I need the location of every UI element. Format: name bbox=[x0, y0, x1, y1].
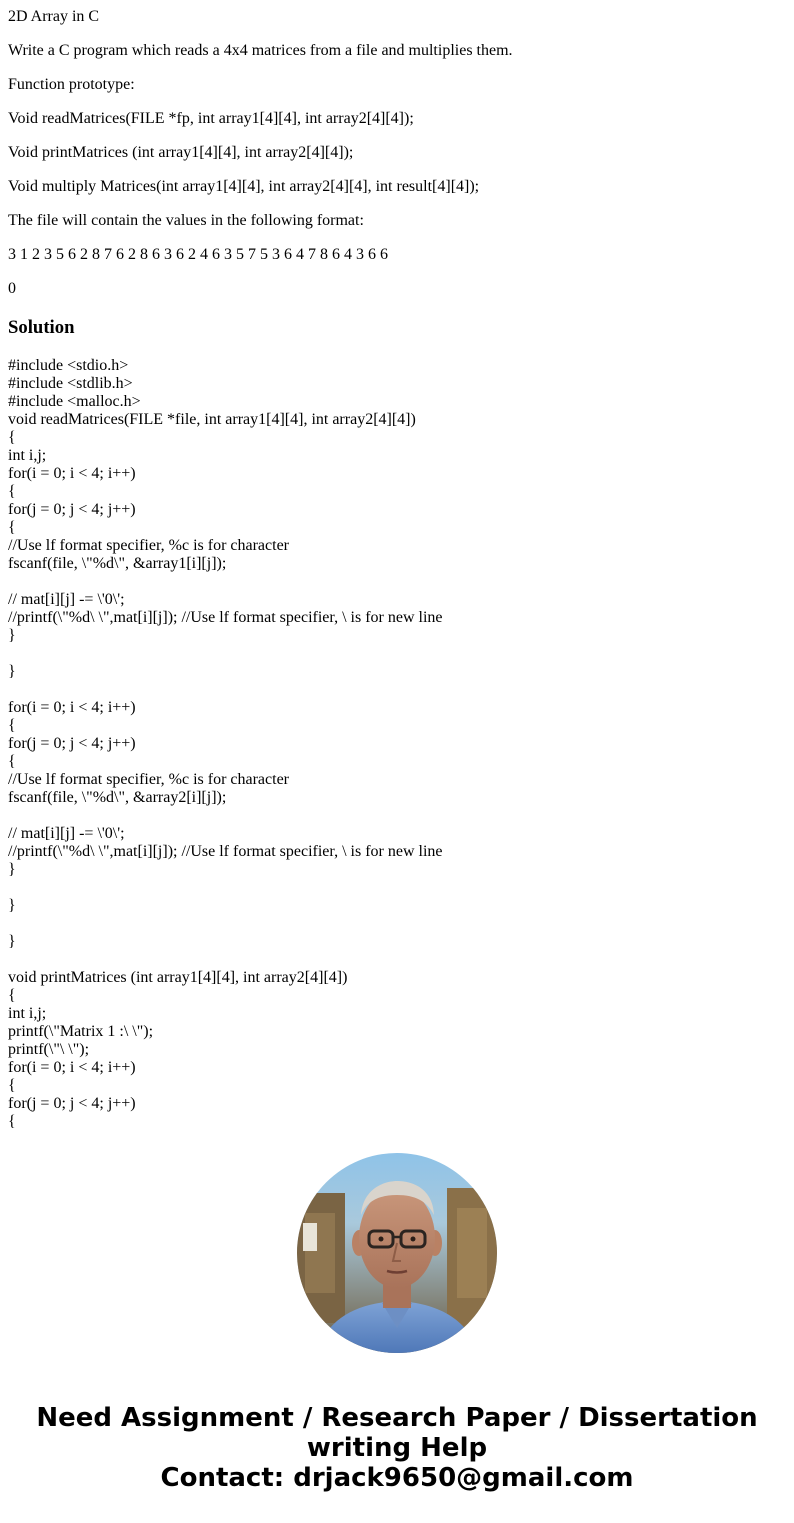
function-prototype-label: Function prototype: bbox=[8, 76, 135, 93]
author-photo bbox=[297, 1153, 497, 1353]
help-banner bbox=[0, 1403, 794, 1493]
author-avatar bbox=[297, 1153, 497, 1353]
file-terminator: 0 bbox=[8, 280, 16, 297]
solution-code: #include <stdio.h> #include <stdlib.h> #include <malloc.h> void readMatrices(FILE *file, int array1[4][4], int array2[4][4]) { int i,j; for(i = 0; i < 4; i++) { for(j = 0; j < 4; j++) { //Use lf format specifier, %c is for character fscanf(file, \"%d\", &array1[i][j]); // mat[i][j] -= \'0\'; //printf(\"%d\ \",mat[i][j]); //Use lf format specifier, \ is for new line } } for(i = 0; i < 4; i++) { for(j = 0; j < 4; j++) { //Use lf format specifier, %c is for character fscanf(file, \"%d\", &array2[i][j]); // mat[i][j] -= \'0\'; //printf(\"%d\ \",mat[i][j]); //Use lf format specifier, \ is for new line } } } void printMatrices (int array1[4][4], int array2[4][4]) { int i,j; printf(\"Matrix 1 :\ \"); printf(\"\ \"); for(i = 0; i < 4; i++) { for(j = 0; j < 4; j++) { bbox=[8, 357, 443, 1130]
question-description: Write a C program which reads a 4x4 matrices from a file and multiplies them. bbox=[8, 42, 513, 59]
file-values: 3 1 2 3 5 6 2 8 7 6 2 8 6 3 6 2 4 6 3 5 7 5 3 6 4 7 8 6 4 3 6 6 bbox=[8, 246, 388, 263]
file-format-label: The file will contain the values in the following format: bbox=[8, 212, 364, 229]
prototype-multiply-matrices: Void multiply Matrices(int array1[4][4], int array2[4][4], int result[4][4]); bbox=[8, 178, 480, 195]
solution-heading: Solution bbox=[8, 317, 75, 338]
question-title: 2D Array in C bbox=[8, 8, 100, 25]
prototype-print-matrices: Void printMatrices (int array1[4][4], int array2[4][4]); bbox=[8, 144, 354, 161]
prototype-read-matrices: Void readMatrices(FILE *fp, int array1[4][4], int array2[4][4]); bbox=[8, 110, 414, 127]
banner-line-1: Need Assignment / Research Paper / Dissertation bbox=[36, 1403, 758, 1433]
banner-line-2: writing Help bbox=[306, 1433, 488, 1463]
banner-contact: Contact: drjack9650@gmail.com bbox=[160, 1463, 634, 1493]
